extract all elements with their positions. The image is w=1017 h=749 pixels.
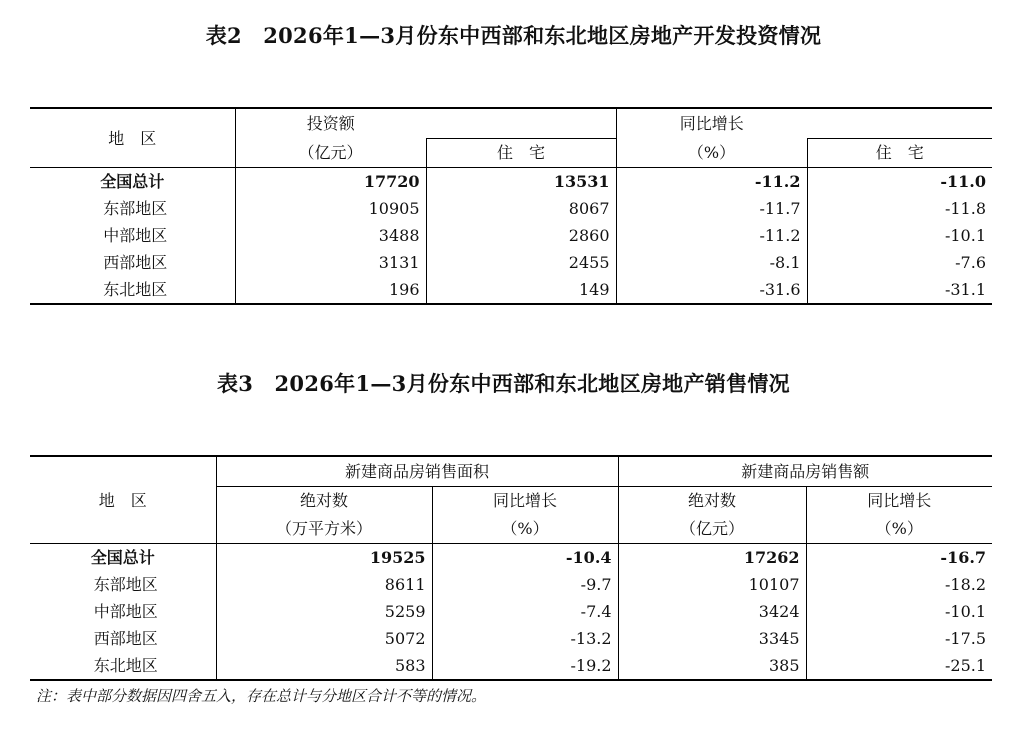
table3-header-area-unit: （万平方米） bbox=[216, 515, 432, 544]
table2-header-growth-unit: （%） bbox=[616, 139, 807, 168]
region-cell: 东北地区 bbox=[103, 280, 168, 299]
table3-header-amount-absolute: 绝对数 bbox=[618, 487, 806, 516]
value-cell: 149 bbox=[426, 276, 616, 304]
table3-header-area-absolute: 绝对数 bbox=[216, 487, 432, 516]
value-cell: 8067 bbox=[426, 195, 616, 222]
table-row bbox=[30, 598, 992, 625]
table2-header-residential: 住 宅 bbox=[426, 139, 616, 168]
value-cell: 3424 bbox=[618, 598, 806, 625]
value-cell: 17262 bbox=[618, 544, 806, 572]
value-cell: -31.6 bbox=[616, 276, 807, 304]
region-cell: 东部地区 bbox=[93, 575, 158, 594]
value-cell: 2455 bbox=[426, 249, 616, 276]
value-cell: -10.1 bbox=[806, 598, 992, 625]
footnote: 注：表中部分数据因四舍五入，存在总计与分地区合计不等的情况。 bbox=[36, 687, 487, 705]
value-cell: -11.7 bbox=[616, 195, 807, 222]
region-cell: 全国总计 bbox=[90, 548, 155, 567]
table3-header-area-growth-unit: （%） bbox=[432, 515, 618, 544]
value-cell: -7.6 bbox=[807, 249, 992, 276]
value-cell: -10.4 bbox=[432, 544, 618, 572]
value-cell: 3488 bbox=[235, 222, 426, 249]
value-cell: -19.2 bbox=[432, 652, 618, 680]
table3-sales bbox=[30, 455, 992, 681]
region-cell: 中部地区 bbox=[93, 602, 158, 621]
value-cell: -13.2 bbox=[432, 625, 618, 652]
table3-header-area-group: 新建商品房销售面积 bbox=[216, 456, 618, 487]
table3-header-amount-unit: （亿元） bbox=[618, 515, 806, 544]
value-cell: 13531 bbox=[426, 168, 616, 196]
table3-header-amount-growth: 同比增长 bbox=[806, 487, 992, 516]
table3-header-amount-growth-unit: （%） bbox=[806, 515, 992, 544]
table2-header-growth: 同比增长 bbox=[616, 108, 807, 139]
table2-header-growth-residential: 住 宅 bbox=[807, 139, 992, 168]
table-row bbox=[30, 195, 992, 222]
region-cell: 西部地区 bbox=[103, 253, 168, 272]
table2-title: 表2 2026年1—3月份东中西部和东北地区房地产开发投资情况 bbox=[205, 23, 822, 48]
table3-header-region: 地 区 bbox=[30, 456, 216, 544]
table2-header-investment: 投资额 bbox=[235, 108, 426, 139]
region-cell: 西部地区 bbox=[93, 629, 158, 648]
table2-header-region: 地 区 bbox=[30, 108, 235, 168]
value-cell: -10.1 bbox=[807, 222, 992, 249]
region-cell: 中部地区 bbox=[103, 226, 168, 245]
value-cell: 2860 bbox=[426, 222, 616, 249]
value-cell: -11.0 bbox=[807, 168, 992, 196]
value-cell: 10905 bbox=[235, 195, 426, 222]
value-cell: -11.8 bbox=[807, 195, 992, 222]
value-cell: -25.1 bbox=[806, 652, 992, 680]
value-cell: -9.7 bbox=[432, 571, 618, 598]
value-cell: 196 bbox=[235, 276, 426, 304]
value-cell: 19525 bbox=[216, 544, 432, 572]
value-cell: -7.4 bbox=[432, 598, 618, 625]
table-row bbox=[30, 544, 992, 572]
region-cell: 东部地区 bbox=[103, 199, 168, 218]
value-cell: -11.2 bbox=[616, 168, 807, 196]
value-cell: 3131 bbox=[235, 249, 426, 276]
value-cell: -18.2 bbox=[806, 571, 992, 598]
value-cell: -8.1 bbox=[616, 249, 807, 276]
table3-header-amount-group: 新建商品房销售额 bbox=[618, 456, 992, 487]
table-row bbox=[30, 571, 992, 598]
table3-title: 表3 2026年1—3月份东中西部和东北地区房地产销售情况 bbox=[217, 371, 790, 396]
table2-header-investment-unit: （亿元） bbox=[235, 139, 426, 168]
region-cell: 全国总计 bbox=[100, 172, 165, 191]
value-cell: 385 bbox=[618, 652, 806, 680]
value-cell: -17.5 bbox=[806, 625, 992, 652]
table-row bbox=[30, 652, 992, 680]
table-row bbox=[30, 168, 992, 196]
value-cell: 8611 bbox=[216, 571, 432, 598]
value-cell: 5072 bbox=[216, 625, 432, 652]
region-cell: 东北地区 bbox=[93, 656, 158, 675]
table2-investment bbox=[30, 107, 992, 305]
value-cell: 17720 bbox=[235, 168, 426, 196]
value-cell: 583 bbox=[216, 652, 432, 680]
value-cell: -16.7 bbox=[806, 544, 992, 572]
value-cell: 5259 bbox=[216, 598, 432, 625]
table3-header-area-growth: 同比增长 bbox=[432, 487, 618, 516]
value-cell: 3345 bbox=[618, 625, 806, 652]
value-cell: 10107 bbox=[618, 571, 806, 598]
table-row bbox=[30, 249, 992, 276]
table-row bbox=[30, 276, 992, 304]
table-row bbox=[30, 222, 992, 249]
value-cell: -11.2 bbox=[616, 222, 807, 249]
value-cell: -31.1 bbox=[807, 276, 992, 304]
table-row bbox=[30, 625, 992, 652]
